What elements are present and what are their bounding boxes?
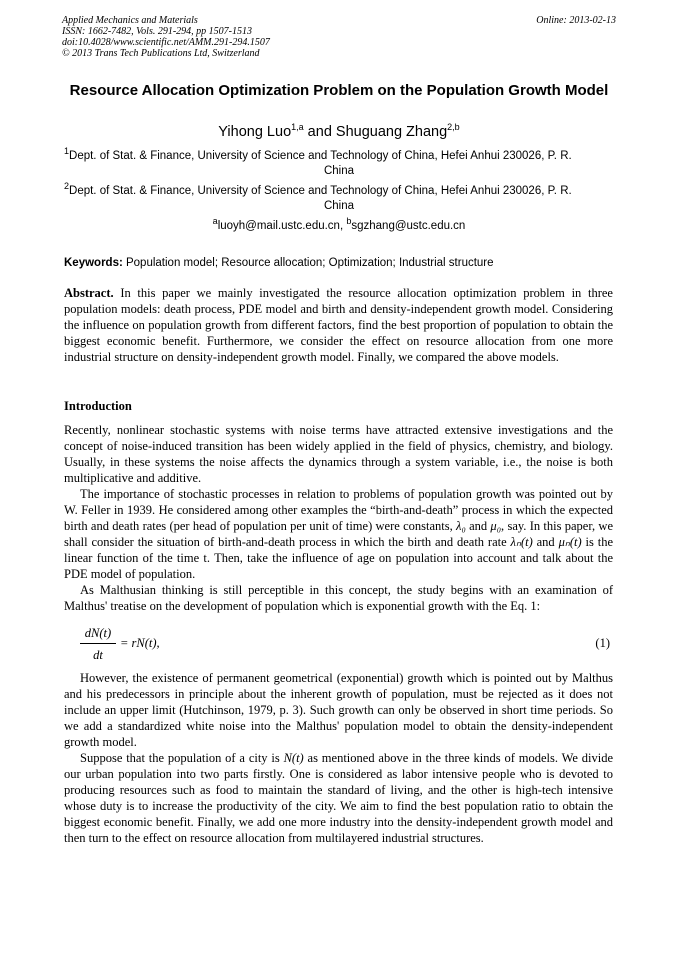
journal-header: [62, 15, 616, 59]
paragraph-5: Suppose that the population of a city is N(t) as mentioned above in the three kinds of models. We divide our urban population into two parts firstly. One is considered as labor intensive people who is devoted to producing resources such as food to maintain the standard of living, and the other is high-tech intensive whose duty is to increase the productivity of the city. We aim to find the best population ratio to obtain the biggest economic benefit. Finally, we add one more industry into the density-independent growth model and then turn to the effect on resource allocation from multilayered industrial structures.: [64, 751, 613, 845]
doi-line: doi:10.4028/www.scientific.net/AMM.291-294.1507: [62, 37, 270, 48]
section-heading: Introduction: [64, 399, 132, 413]
authors: Yihong Luo$^{1,a}$ and Shuguang Zhang$^{2,b}$: [218, 122, 460, 140]
equation-number: (1): [595, 636, 610, 650]
email-a[interactable]: luoyh@mail.ustc.edu.cn,: [217, 220, 347, 232]
paragraph-1: Recently, nonlinear stochastic systems with noise terms have attracted extensive investigations and the concept of noise-induced transition has been widely applied in the field of physics, chemistry, and biology. Usually, in these systems the noise affects the dynamics through a system variable, i.e., the noise is both multiplicative and additive.: [64, 423, 613, 485]
issn-line: ISSN: 1662-7482, Vols. 291-294, pp 1507-1513: [62, 26, 252, 37]
introduction-body-2: [64, 670, 613, 846]
author-1: Yihong Luo: [218, 124, 292, 140]
introduction-body: [64, 422, 613, 614]
author-2: Shuguang Zhang: [335, 124, 448, 140]
journal-name: Applied Mechanics and Materials: [62, 15, 198, 26]
copyright-line: © 2013 Trans Tech Publications Ltd, Switzerland: [62, 48, 260, 59]
affiliation-2: $^2$Dept. of Stat. & Finance, University of Science and Technology of China, Hefei Anhui 230026, P. R. China: [64, 181, 572, 212]
paragraph-4: However, the existence of permanent geometrical (exponential) growth which is pointed out by Malthus and his predecessors in principle about the inherent growth of population, must be rejected as it does not include an upper limit (Hutchinson, 1979, p. 3). Such growth can only be observed in short time periods. So we add a standardized white noise into the Malthus' population model to obtain the density-independent growth model.: [64, 671, 613, 749]
abstract-label: Abstract.: [64, 286, 114, 300]
abstract: Abstract. In this paper we mainly investigated the resource allocation optimization problem in three population models: death process, PDE model and birth and density-independent growth model. Considering the influence on population growth from different factors, find the best proportion of population to obtain the biggest economic benefit. Furthermore, we consider the effect on resource allocation from one more industrial structure on density-independent growth model. Finally, we compared the above models.: [64, 286, 613, 364]
keywords: Keywords: Population model; Resource allocation; Optimization; Industrial structure: [64, 257, 494, 269]
email-b[interactable]: sgzhang@ustc.edu.cn: [351, 220, 466, 232]
author-emails: $^a$luoyh@mail.ustc.edu.cn, $^b$sgzhang@ustc.edu.cn: [212, 216, 466, 232]
equation-fraction: $\frac{dN(t)}{dt}$: [80, 626, 116, 663]
paragraph-3: As Malthusian thinking is still perceptible in this concept, the study begins with an examination of Malthus' treatise on the development of population which is exponential growth with the Eq. 1:: [64, 583, 613, 613]
online-date: Online: 2013-02-13: [536, 15, 616, 26]
equation-1: [80, 626, 612, 666]
paper-title: Resource Allocation Optimization Problem on the Population Growth Model: [69, 82, 609, 99]
equation-rhs: = rN(t),: [120, 636, 160, 650]
affiliation-1: $^1$Dept. of Stat. & Finance, University of Science and Technology of China, Hefei Anhui 230026, P. R. China: [64, 146, 572, 177]
paragraph-2: The importance of stochastic processes in relation to problems of population growth was pointed out by W. Feller in 1939. He considered among other examples the “birth-and-death” process in which the expected birth and death rates (per head of population per unit of time) were constants, λ₀ and μ₀, say. In this paper, we shall consider the situation of birth-and-death process in which the birth and death rate λₙ(t) and μₙ(t) is the linear function of the time t. Then, take the influence of age on population into account and talk about the PDE model of population.: [64, 487, 613, 581]
